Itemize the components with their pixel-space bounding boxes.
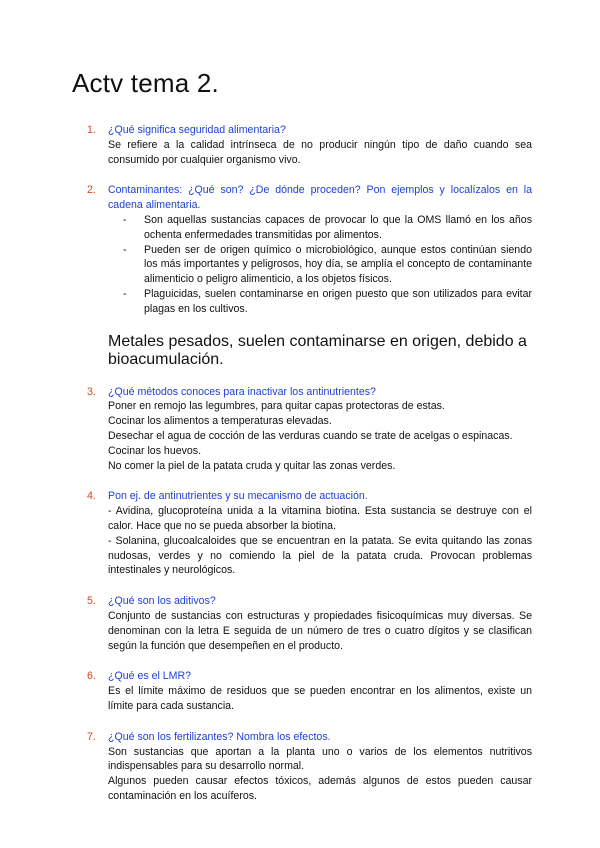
answer-line: Cocinar los alimentos a temperaturas elevadas. (108, 415, 332, 428)
bullet-item: - Pueden ser de origen químico o microbiológico, aunque estos continúan siendo los más importantes y peligrosos, hoy día, se amplía el concepto de contaminante alimenticio o peligro alimenticio, a los objetos físicos. (144, 243, 532, 287)
answer-text (108, 504, 532, 578)
item-number: 2. (87, 184, 96, 197)
question-text: ¿Qué son los fertilizantes? Nombra los efectos. (108, 730, 331, 743)
item-number: 5. (87, 595, 96, 608)
answer-text (108, 684, 532, 714)
question-item-3 (72, 385, 532, 474)
answer-line: Son sustancias que aportan a la planta uno o varios de los elementos nutritivos indispensables para su desarrollo normal. (108, 745, 532, 773)
answer-text (108, 609, 532, 653)
question-text: ¿Qué métodos conoces para inactivar los antinutrientes? (108, 385, 376, 398)
answer-line: Se refiere a la calidad intrínseca de no producir ningún tipo de daño cuando sea consumido por cualquier organismo vivo. (108, 138, 532, 166)
answer-line: Cocinar los huevos. (108, 444, 202, 457)
question-text: ¿Qué son los aditivos? (108, 595, 216, 608)
answer-text (108, 138, 532, 168)
answer-line: - Avidina, glucoproteína unida a la vitamina biotina. Esta sustancia se destruye con el calor. Hace que no se pueda absorber la biotina. (108, 505, 532, 532)
question-list (72, 123, 532, 820)
question-item-7 (72, 730, 532, 804)
question-item-2 (72, 183, 532, 368)
answer-text (108, 399, 532, 473)
question-item-1 (72, 123, 532, 167)
bullet-item: - Son aquellas sustancias capaces de provocar lo que la OMS llamó en los años ochenta enfermedades transmitidas por alimentos. (144, 213, 532, 243)
answer-text (108, 745, 532, 804)
item-number: 4. (87, 490, 96, 503)
item-number: 1. (87, 124, 96, 136)
bullet-item: - Plaguicidas, suelen contaminarse en origen puesto que son utilizados para evitar plagas en los cultivos. (144, 287, 532, 317)
answer-line: No comer la piel de la patata cruda y quitar las zonas verdes. (108, 459, 396, 472)
question-text: ¿Qué es el LMR? (108, 670, 192, 683)
answer-line: Poner en remojo las legumbres, para quitar capas protectoras de estas. (108, 400, 445, 413)
question-item-5 (72, 594, 532, 653)
question-item-6 (72, 669, 532, 713)
item-number: 6. (87, 670, 96, 683)
question-text: Contaminantes: ¿Qué son? ¿De dónde proceden? Pon ejemplos y localízalos en la cadena alimentaria. (108, 184, 532, 212)
question-item-4 (72, 489, 532, 578)
answer-line: Es el límite máximo de residuos que se pueden encontrar en los alimentos, existe un límite para cada sustancia. (108, 685, 532, 712)
bullet-continuation: Metales pesados, suelen contaminarse en origen, debido a bioacumulación. (108, 332, 527, 368)
answer-line: Algunos pueden causar efectos tóxicos, además algunos de estos pueden causar contaminación en los acuíferos. (108, 775, 532, 802)
question-text: Pon ej. de antinutrientes y su mecanismo de actuación. (108, 490, 368, 503)
page-title: Actv tema 2. (72, 68, 219, 98)
question-text: ¿Qué significa seguridad alimentaria? (108, 124, 286, 136)
bullet-list (108, 213, 532, 317)
answer-line: - Solanina, glucoalcaloides que se encuentran en la patata. Se evita quitando las zonas nudosas, verdes y no comiendo la piel de la patata cruda. Provocan problemas intestinales y neurológicos. (108, 534, 532, 577)
item-number: 3. (87, 385, 96, 398)
item-number: 7. (87, 730, 96, 743)
answer-line: Desechar el agua de cocción de las verduras cuando se trate de acelgas o espinacas. (108, 429, 513, 442)
answer-line: Conjunto de sustancias con estructuras y propiedades fisicoquímicas muy diversas. Se denominan con la letra E seguida de un número de tres o cuatro dígitos y se clasifican según la función que desempeñen en el producto. (108, 609, 532, 652)
